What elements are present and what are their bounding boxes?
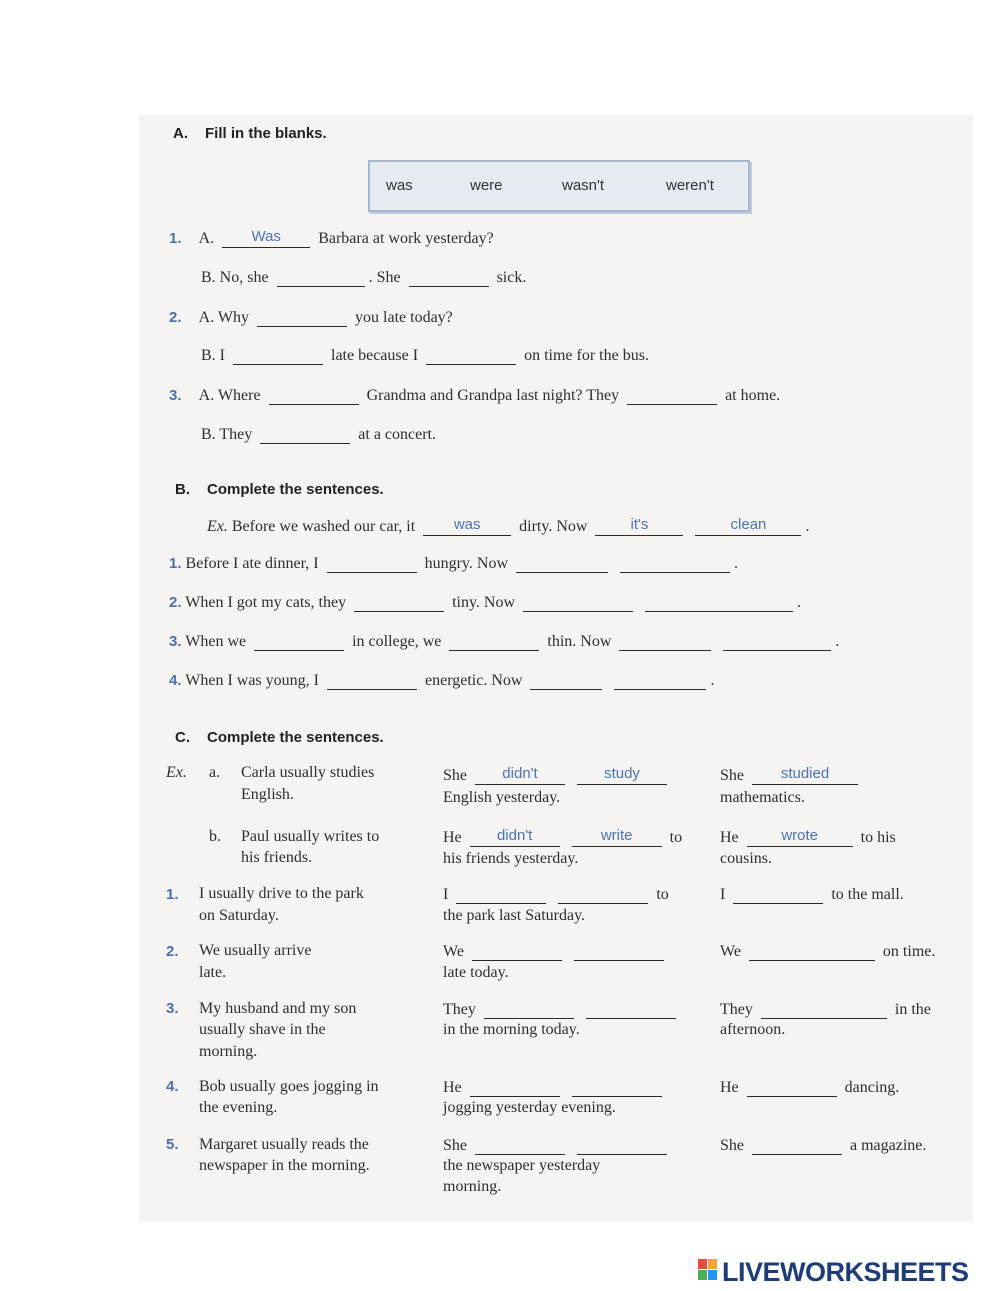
sentence-text: No, she bbox=[219, 269, 269, 286]
exercise-a1-line-a bbox=[169, 229, 494, 248]
answer-blank[interactable] bbox=[723, 632, 831, 651]
sentence-text: She bbox=[443, 1137, 467, 1154]
answer-blank[interactable] bbox=[260, 425, 350, 444]
exercise-a2-line-b bbox=[201, 346, 649, 365]
sentence-text: thin. Now bbox=[547, 633, 612, 650]
sentence-text: dancing. bbox=[844, 1079, 900, 1096]
habit-sentence: morning. bbox=[199, 1043, 258, 1060]
past-negative-line bbox=[443, 828, 682, 847]
sentence-text: in the bbox=[894, 1001, 931, 1018]
sentence-text: cousins. bbox=[720, 850, 772, 867]
answer-blank[interactable] bbox=[470, 1078, 560, 1097]
past-negative-line bbox=[443, 885, 669, 904]
logo-square bbox=[708, 1270, 717, 1280]
sentence-text: in the morning today. bbox=[443, 1021, 580, 1038]
word-bank-item: weren't bbox=[666, 177, 714, 194]
past-affirmative-line bbox=[720, 885, 904, 904]
answer-blank[interactable] bbox=[523, 593, 633, 612]
habit-sentence: late. bbox=[199, 964, 227, 981]
sub-label: a. bbox=[209, 764, 221, 781]
answer-blank[interactable]: Was bbox=[222, 229, 310, 248]
habit-sentence: We usually arrive bbox=[199, 942, 312, 959]
sentence-text: When I got my cats, they bbox=[185, 594, 347, 611]
answer-blank[interactable] bbox=[426, 346, 516, 365]
sentence-text: We bbox=[720, 943, 741, 960]
item-number: 1. bbox=[166, 886, 179, 903]
answer-blank[interactable] bbox=[577, 1136, 667, 1155]
sentence-text: to his bbox=[860, 829, 896, 846]
section-c-heading bbox=[175, 729, 384, 746]
sentence-text: on time for the bus. bbox=[524, 347, 649, 364]
answer-blank[interactable] bbox=[619, 632, 711, 651]
word-bank-item: was bbox=[386, 177, 413, 194]
sentence-text: Grandma and Grandpa last night? They bbox=[366, 387, 620, 404]
exercise-b2 bbox=[169, 593, 801, 612]
sentence-text: sick. bbox=[496, 269, 527, 286]
sentence-text: He bbox=[720, 829, 739, 846]
sentence-text: hungry. Now bbox=[424, 555, 508, 572]
habit-sentence: on Saturday. bbox=[199, 907, 279, 924]
sentence-text: afternoon. bbox=[720, 1021, 786, 1038]
sentence-text: late today. bbox=[443, 964, 509, 981]
answer-blank[interactable] bbox=[472, 942, 562, 961]
habit-sentence: newspaper in the morning. bbox=[199, 1157, 370, 1174]
past-affirmative-line bbox=[720, 1078, 899, 1097]
sentence-text: you late today? bbox=[355, 309, 453, 326]
past-affirmative-line bbox=[720, 942, 935, 961]
sentence-text: Before I ate dinner, I bbox=[185, 555, 319, 572]
answer-blank[interactable] bbox=[614, 671, 706, 690]
habit-sentence: Paul usually writes to bbox=[241, 828, 380, 845]
sentence-text: the newspaper yesterday bbox=[443, 1157, 601, 1174]
example-label: Ex. bbox=[207, 518, 228, 535]
sentence-text: She bbox=[720, 767, 744, 784]
sentence-text: morning. bbox=[443, 1178, 502, 1195]
sentence-text: . bbox=[805, 518, 810, 535]
past-negative-line bbox=[443, 1000, 680, 1019]
item-number: 4. bbox=[166, 1078, 179, 1095]
sentence-text: He bbox=[443, 1079, 462, 1096]
past-affirmative-line bbox=[720, 1136, 926, 1155]
answer-blank[interactable] bbox=[233, 346, 323, 365]
answer-blank[interactable] bbox=[475, 1136, 565, 1155]
section-letter: B. bbox=[175, 481, 190, 498]
answer-blank[interactable] bbox=[327, 554, 417, 573]
answer-blank[interactable] bbox=[586, 1000, 676, 1019]
answer-blank[interactable]: didn't bbox=[470, 828, 560, 847]
answer-blank[interactable]: write bbox=[572, 828, 662, 847]
section-title: Complete the sentences. bbox=[207, 481, 384, 498]
answer-blank[interactable] bbox=[449, 632, 539, 651]
past-negative-line bbox=[443, 942, 668, 961]
answer-blank[interactable] bbox=[257, 308, 347, 327]
exercise-b1 bbox=[169, 554, 738, 573]
answer-blank[interactable] bbox=[749, 942, 875, 961]
speaker-label: A. bbox=[198, 230, 215, 247]
sentence-text: When we bbox=[185, 633, 247, 650]
sentence-text: She bbox=[443, 767, 467, 784]
speaker-label: B. bbox=[201, 426, 216, 443]
past-negative-line bbox=[443, 766, 671, 785]
sentence-text: . bbox=[710, 672, 715, 689]
sentence-text: at home. bbox=[725, 387, 781, 404]
sentence-text: . bbox=[835, 633, 840, 650]
sentence-text: Why bbox=[217, 309, 250, 326]
section-title: Fill in the blanks. bbox=[205, 125, 327, 142]
speaker-label: B. bbox=[201, 269, 216, 286]
answer-blank[interactable] bbox=[627, 386, 717, 405]
sentence-text: I bbox=[720, 886, 726, 903]
section-a-heading bbox=[173, 125, 327, 142]
answer-blank[interactable] bbox=[269, 386, 359, 405]
section-letter: A. bbox=[173, 125, 188, 142]
sentence-text: to bbox=[656, 886, 669, 903]
word-bank-box bbox=[368, 160, 750, 212]
habit-sentence: Carla usually studies bbox=[241, 764, 375, 781]
past-affirmative-line bbox=[720, 1000, 931, 1019]
logo-square bbox=[698, 1270, 707, 1280]
habit-sentence: the evening. bbox=[199, 1099, 278, 1116]
past-affirmative-line bbox=[720, 766, 862, 785]
sentence-text: . bbox=[797, 594, 802, 611]
answer-blank[interactable] bbox=[747, 1078, 837, 1097]
worksheet-page bbox=[139, 115, 973, 1222]
sentence-text: tiny. Now bbox=[452, 594, 516, 611]
answer-blank[interactable] bbox=[752, 1136, 842, 1155]
speaker-label: A. bbox=[198, 387, 215, 404]
answer-blank[interactable] bbox=[354, 593, 444, 612]
exercise-a1-line-b bbox=[201, 268, 526, 287]
habit-sentence: usually shave in the bbox=[199, 1021, 326, 1038]
sentence-text: He bbox=[720, 1079, 739, 1096]
answer-blank[interactable]: was bbox=[423, 517, 511, 536]
sentence-text: He bbox=[443, 829, 462, 846]
sentence-text: They bbox=[219, 426, 253, 443]
answer-blank[interactable]: didn't bbox=[475, 766, 565, 785]
past-negative-line bbox=[443, 1136, 671, 1155]
answer-blank[interactable]: studied bbox=[752, 766, 858, 785]
past-affirmative-line bbox=[720, 828, 896, 847]
logo-square bbox=[698, 1259, 707, 1269]
exercise-b3 bbox=[169, 632, 839, 651]
item-number: 2. bbox=[166, 943, 179, 960]
sentence-text: I bbox=[443, 886, 449, 903]
sentence-text: They bbox=[720, 1001, 753, 1018]
sentence-text: Barbara at work yesterday? bbox=[318, 230, 494, 247]
habit-sentence: English. bbox=[241, 786, 294, 803]
sentence-text: I bbox=[219, 347, 225, 364]
sentence-text: his friends yesterday. bbox=[443, 850, 579, 867]
sentence-text: She bbox=[720, 1137, 744, 1154]
item-number: 3. bbox=[169, 633, 182, 650]
answer-blank[interactable] bbox=[254, 632, 344, 651]
answer-blank[interactable] bbox=[761, 1000, 887, 1019]
example-label: Ex. bbox=[166, 764, 187, 781]
sentence-text: We bbox=[443, 943, 464, 960]
sentence-text: at a concert. bbox=[358, 426, 436, 443]
exercise-b4 bbox=[169, 671, 714, 690]
item-number: 5. bbox=[166, 1136, 179, 1153]
habit-sentence: I usually drive to the park bbox=[199, 885, 364, 902]
answer-blank[interactable] bbox=[484, 1000, 574, 1019]
word-bank-item: were bbox=[470, 177, 503, 194]
speaker-label: B. bbox=[201, 347, 216, 364]
sentence-text: mathematics. bbox=[720, 789, 805, 806]
sentence-text: Before we washed our car, it bbox=[231, 518, 416, 535]
sentence-text: . She bbox=[368, 269, 401, 286]
answer-blank[interactable] bbox=[327, 671, 417, 690]
sentence-text: on time. bbox=[882, 943, 936, 960]
answer-blank[interactable] bbox=[409, 268, 489, 287]
item-number: 3. bbox=[169, 387, 182, 404]
past-negative-line bbox=[443, 1078, 666, 1097]
sentence-text: They bbox=[443, 1001, 476, 1018]
sentence-text: in college, we bbox=[352, 633, 442, 650]
sentence-text: energetic. Now bbox=[424, 672, 523, 689]
answer-blank[interactable] bbox=[733, 885, 823, 904]
habit-sentence: Margaret usually reads the bbox=[199, 1136, 369, 1153]
sentence-text: When I was young, I bbox=[185, 672, 319, 689]
item-number: 1. bbox=[169, 230, 182, 247]
item-number: 4. bbox=[169, 672, 182, 689]
sentence-text: a magazine. bbox=[850, 1137, 927, 1154]
answer-blank[interactable] bbox=[530, 671, 602, 690]
exercise-a3-line-b bbox=[201, 425, 436, 444]
sentence-text: . bbox=[734, 555, 738, 572]
item-number: 2. bbox=[169, 309, 182, 326]
sub-label: b. bbox=[209, 828, 221, 845]
answer-blank[interactable] bbox=[574, 942, 664, 961]
answer-blank[interactable]: clean bbox=[695, 517, 801, 536]
sentence-text: late because I bbox=[331, 347, 419, 364]
answer-blank[interactable]: study bbox=[577, 766, 667, 785]
speaker-label: A. bbox=[198, 309, 215, 326]
answer-blank[interactable] bbox=[558, 885, 648, 904]
answer-blank[interactable] bbox=[620, 554, 730, 573]
habit-sentence: My husband and my son bbox=[199, 1000, 357, 1017]
exercise-a3-line-a bbox=[169, 386, 780, 405]
answer-blank[interactable] bbox=[277, 268, 365, 287]
logo-text: LIVEWORKSHEETS bbox=[722, 1257, 969, 1287]
sentence-text: to bbox=[669, 829, 683, 846]
sentence-text: to the mall. bbox=[831, 886, 904, 903]
sentence-text: jogging yesterday evening. bbox=[443, 1099, 616, 1116]
section-title: Complete the sentences. bbox=[207, 729, 384, 746]
sentence-text: dirty. Now bbox=[519, 518, 588, 535]
exercise-b-example bbox=[207, 517, 809, 536]
section-b-heading bbox=[175, 481, 384, 498]
habit-sentence: Bob usually goes jogging in bbox=[199, 1078, 379, 1095]
answer-blank[interactable]: wrote bbox=[747, 828, 853, 847]
logo-icon bbox=[698, 1259, 718, 1281]
sentence-text: English yesterday. bbox=[443, 789, 561, 806]
answer-blank[interactable]: it's bbox=[595, 517, 683, 536]
sentence-text: the park last Saturday. bbox=[443, 907, 586, 924]
sentence-text: Where bbox=[217, 387, 261, 404]
item-number: 3. bbox=[166, 1000, 179, 1017]
answer-blank[interactable] bbox=[645, 593, 793, 612]
answer-blank[interactable] bbox=[572, 1078, 662, 1097]
exercise-a2-line-a bbox=[169, 308, 453, 327]
answer-blank[interactable] bbox=[516, 554, 608, 573]
section-letter: C. bbox=[175, 729, 190, 746]
word-bank-item: wasn't bbox=[562, 177, 605, 194]
item-number: 1. bbox=[169, 555, 182, 572]
answer-blank[interactable] bbox=[456, 885, 546, 904]
item-number: 2. bbox=[169, 594, 182, 611]
habit-sentence: his friends. bbox=[241, 849, 313, 866]
logo-square bbox=[708, 1259, 717, 1269]
